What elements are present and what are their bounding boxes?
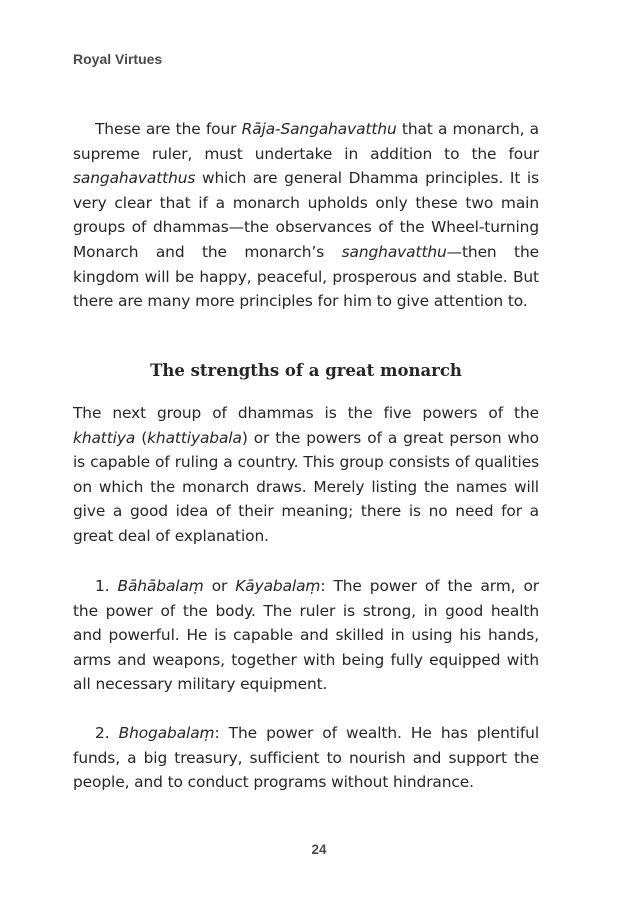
item-number: 1. <box>95 577 118 595</box>
pali-term: Kāyabalaṃ <box>235 577 321 595</box>
pali-term: sangahavatthus <box>73 169 196 188</box>
text-run: : The power of the arm, or the power of the body. The ruler is strong, in good health and powerful. He is capable and skilled in using his hands, arms and weapons, together with being fully equipped with all necessary military equipment. <box>73 577 539 694</box>
text-run: ) or the powers of a great person who is capable of ruling a country. This group consists of qualities on which the monarch draws. Merely listing the names will give a good idea of their meaning; there is no need for a great deal of explanation. <box>73 428 539 545</box>
text-run: that a monarch, a supreme ruler, must undertake in addition to the four <box>73 120 539 163</box>
text-run: The next group of dhammas is the five powers of the <box>73 404 539 422</box>
pali-term: khattiyabala <box>147 428 242 447</box>
list-item-bahabalam <box>73 574 539 697</box>
text-run: —then the kingdom will be happy, peaceful, prosperous and stable. But there are many more principles for him to give attention to. <box>73 242 539 311</box>
item-number: 2. <box>95 724 119 742</box>
pali-term: Bhogabalaṃ <box>118 724 215 742</box>
pali-term: Bāhābalaṃ <box>117 577 204 595</box>
text-run: These are the four <box>95 120 242 138</box>
text-run: or <box>203 577 236 595</box>
text-run: which are general Dhamma principles. It is very clear that if a monarch upholds only these two main groups of dhammas—the observances of the Wheel-turning Monarch and the monarch’s <box>73 169 539 261</box>
pali-term: khattiya <box>73 428 136 447</box>
pali-term: Rāja-Sangahavatthu <box>241 120 397 138</box>
paragraph-khattiya <box>73 401 539 549</box>
text-run: ( <box>135 428 148 447</box>
list-item-bhogabalam <box>73 721 539 795</box>
running-head: Royal Virtues <box>73 51 163 67</box>
pali-term: sanghavatthu <box>341 242 447 261</box>
section-heading: The strengths of a great monarch <box>150 361 462 380</box>
page-number: 24 <box>311 842 327 857</box>
text-run: : The power of wealth. He has plentiful funds, a big treasury, sufficient to nourish and support the people, and to conduct programs without hindrance. <box>73 724 540 792</box>
paragraph-intro <box>73 117 539 314</box>
